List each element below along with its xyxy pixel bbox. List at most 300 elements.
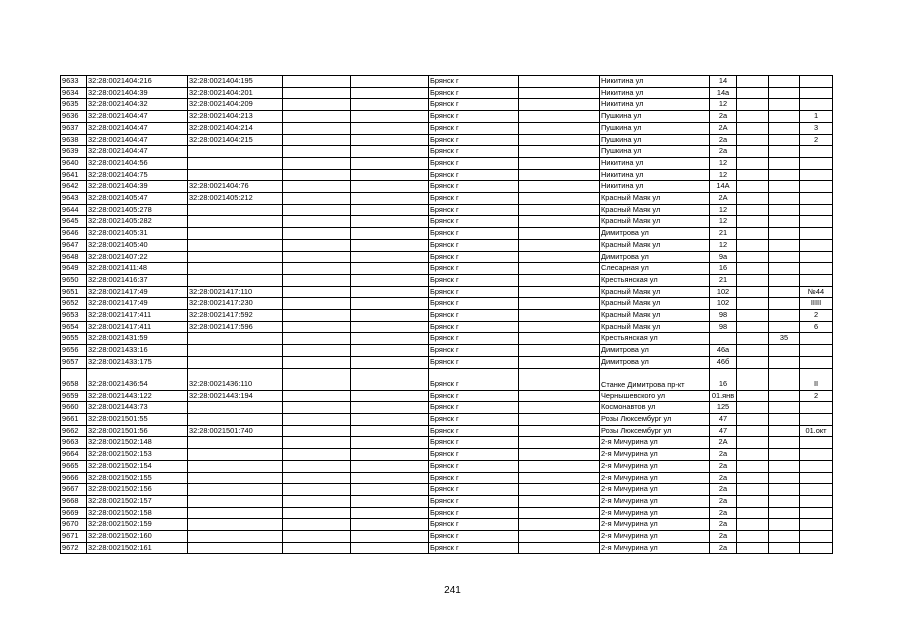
empty-cell bbox=[351, 193, 429, 205]
building-cell bbox=[737, 460, 769, 472]
empty-cell bbox=[283, 333, 351, 345]
street-cell: Димитрова ул bbox=[600, 251, 710, 263]
empty-cell bbox=[519, 122, 600, 134]
apartment-cell bbox=[800, 402, 833, 414]
structure-cell bbox=[769, 76, 800, 88]
row-number-cell: 9635 bbox=[61, 99, 87, 111]
row-number-cell: 9648 bbox=[61, 251, 87, 263]
row-number-cell: 9649 bbox=[61, 263, 87, 275]
street-cell: 2-я Мичурина ул bbox=[600, 472, 710, 484]
table-row bbox=[61, 286, 833, 298]
empty-cell bbox=[283, 402, 351, 414]
street-cell: Никитина ул bbox=[600, 87, 710, 99]
parent-cadastral-number-cell bbox=[188, 531, 283, 543]
building-cell bbox=[737, 531, 769, 543]
building-cell bbox=[737, 437, 769, 449]
empty-cell bbox=[351, 181, 429, 193]
apartment-cell bbox=[800, 193, 833, 205]
apartment-cell bbox=[800, 449, 833, 461]
parent-cadastral-number-cell bbox=[188, 345, 283, 357]
building-cell bbox=[737, 157, 769, 169]
cadastral-number-cell: 32:28:0021405:47 bbox=[87, 193, 188, 205]
cadastral-number-cell: 32:28:0021501:56 bbox=[87, 425, 188, 437]
row-number-cell: 9653 bbox=[61, 310, 87, 322]
table-row bbox=[61, 390, 833, 402]
street-cell: 2-я Мичурина ул bbox=[600, 437, 710, 449]
empty-cell bbox=[351, 146, 429, 158]
table-row bbox=[61, 542, 833, 554]
apartment-cell: IIIII bbox=[800, 298, 833, 310]
building-cell bbox=[737, 87, 769, 99]
structure-cell bbox=[769, 519, 800, 531]
parent-cadastral-number-cell bbox=[188, 472, 283, 484]
city-cell: Брянск г bbox=[429, 345, 519, 357]
row-number-cell: 9645 bbox=[61, 216, 87, 228]
structure-cell bbox=[769, 356, 800, 368]
structure-cell bbox=[769, 111, 800, 123]
row-number-cell: 9644 bbox=[61, 204, 87, 216]
structure-cell bbox=[769, 146, 800, 158]
apartment-cell bbox=[800, 460, 833, 472]
cadastral-number-cell: 32:28:0021405:31 bbox=[87, 228, 188, 240]
row-number-cell: 9634 bbox=[61, 87, 87, 99]
row-number-cell: 9665 bbox=[61, 460, 87, 472]
cadastral-number-cell: 32:28:0021502:157 bbox=[87, 495, 188, 507]
empty-cell bbox=[519, 542, 600, 554]
house-number-cell: 14 bbox=[710, 76, 737, 88]
parent-cadastral-number-cell: 32:28:0021405:212 bbox=[188, 193, 283, 205]
table-row bbox=[61, 449, 833, 461]
empty-cell bbox=[519, 134, 600, 146]
table-row bbox=[61, 228, 833, 240]
cadastral-number-cell: 32:28:0021502:158 bbox=[87, 507, 188, 519]
table-row bbox=[61, 122, 833, 134]
empty-cell bbox=[351, 228, 429, 240]
city-cell: Брянск г bbox=[429, 507, 519, 519]
empty-cell bbox=[283, 345, 351, 357]
apartment-cell: 2 bbox=[800, 390, 833, 402]
row-number-cell: 9668 bbox=[61, 495, 87, 507]
table-row bbox=[61, 274, 833, 286]
empty-cell bbox=[519, 402, 600, 414]
building-cell bbox=[737, 507, 769, 519]
empty-cell bbox=[519, 76, 600, 88]
city-cell: Брянск г bbox=[429, 204, 519, 216]
city-cell: Брянск г bbox=[429, 99, 519, 111]
table-row bbox=[61, 310, 833, 322]
house-number-cell: 2А bbox=[710, 437, 737, 449]
table-row bbox=[61, 76, 833, 88]
house-number-cell: 47 bbox=[710, 413, 737, 425]
structure-cell bbox=[769, 134, 800, 146]
structure-cell bbox=[769, 542, 800, 554]
house-number-cell: 2а bbox=[710, 531, 737, 543]
cadastral-number-cell: 32:28:0021502:154 bbox=[87, 460, 188, 472]
parent-cadastral-number-cell bbox=[188, 146, 283, 158]
apartment-cell bbox=[800, 157, 833, 169]
building-cell bbox=[737, 345, 769, 357]
house-number-cell: 102 bbox=[710, 298, 737, 310]
table-row bbox=[61, 531, 833, 543]
cadastral-number-cell: 32:28:0021443:73 bbox=[87, 402, 188, 414]
city-cell: Брянск г bbox=[429, 449, 519, 461]
structure-cell bbox=[769, 460, 800, 472]
row-number-cell: 9661 bbox=[61, 413, 87, 425]
cadastral-number-cell: 32:28:0021404:39 bbox=[87, 87, 188, 99]
building-cell bbox=[737, 134, 769, 146]
cadastral-number-cell: 32:28:0021502:156 bbox=[87, 484, 188, 496]
apartment-cell: 3 bbox=[800, 122, 833, 134]
apartment-cell: 1 bbox=[800, 111, 833, 123]
street-cell: Чернышевского ул bbox=[600, 390, 710, 402]
structure-cell bbox=[769, 216, 800, 228]
empty-cell bbox=[283, 356, 351, 368]
city-cell: Брянск г bbox=[429, 390, 519, 402]
empty-cell bbox=[519, 216, 600, 228]
parent-cadastral-number-cell: 32:28:0021417:110 bbox=[188, 286, 283, 298]
street-cell: Пушкина ул bbox=[600, 146, 710, 158]
apartment-cell bbox=[800, 484, 833, 496]
city-cell: Брянск г bbox=[429, 286, 519, 298]
house-number-cell: 21 bbox=[710, 228, 737, 240]
house-number-cell: 9а bbox=[710, 251, 737, 263]
empty-cell bbox=[351, 87, 429, 99]
empty-cell bbox=[283, 87, 351, 99]
empty-cell bbox=[351, 321, 429, 333]
apartment-cell bbox=[800, 542, 833, 554]
empty-cell bbox=[519, 228, 600, 240]
empty-cell bbox=[351, 531, 429, 543]
empty-cell bbox=[283, 134, 351, 146]
empty-cell bbox=[519, 460, 600, 472]
apartment-cell bbox=[800, 263, 833, 275]
empty-cell bbox=[351, 368, 429, 390]
row-number-cell: 9636 bbox=[61, 111, 87, 123]
house-number-cell: 2А bbox=[710, 193, 737, 205]
table-row bbox=[61, 134, 833, 146]
table-row bbox=[61, 333, 833, 345]
street-cell: Димитрова ул bbox=[600, 228, 710, 240]
empty-cell bbox=[519, 507, 600, 519]
city-cell: Брянск г bbox=[429, 193, 519, 205]
cadastral-number-cell: 32:28:0021417:411 bbox=[87, 321, 188, 333]
table-row bbox=[61, 216, 833, 228]
house-number-cell: 98 bbox=[710, 310, 737, 322]
street-cell: Никитина ул bbox=[600, 99, 710, 111]
house-number-cell: 12 bbox=[710, 157, 737, 169]
city-cell: Брянск г bbox=[429, 228, 519, 240]
street-cell: Пушкина ул bbox=[600, 134, 710, 146]
street-cell: Красный Маяк ул bbox=[600, 204, 710, 216]
city-cell: Брянск г bbox=[429, 157, 519, 169]
empty-cell bbox=[351, 298, 429, 310]
building-cell bbox=[737, 99, 769, 111]
building-cell bbox=[737, 321, 769, 333]
empty-cell bbox=[283, 519, 351, 531]
parent-cadastral-number-cell bbox=[188, 157, 283, 169]
city-cell: Брянск г bbox=[429, 181, 519, 193]
table-row bbox=[61, 204, 833, 216]
parent-cadastral-number-cell: 32:28:0021417:592 bbox=[188, 310, 283, 322]
empty-cell bbox=[519, 495, 600, 507]
city-cell: Брянск г bbox=[429, 402, 519, 414]
empty-cell bbox=[519, 425, 600, 437]
empty-cell bbox=[351, 122, 429, 134]
empty-cell bbox=[283, 472, 351, 484]
city-cell: Брянск г bbox=[429, 111, 519, 123]
street-cell: Крестьянская ул bbox=[600, 274, 710, 286]
structure-cell bbox=[769, 310, 800, 322]
row-number-cell: 9658 bbox=[61, 368, 87, 390]
city-cell: Брянск г bbox=[429, 542, 519, 554]
building-cell bbox=[737, 368, 769, 390]
street-cell: 2-я Мичурина ул bbox=[600, 542, 710, 554]
apartment-cell bbox=[800, 169, 833, 181]
apartment-cell bbox=[800, 345, 833, 357]
city-cell: Брянск г bbox=[429, 122, 519, 134]
apartment-cell bbox=[800, 356, 833, 368]
empty-cell bbox=[283, 460, 351, 472]
apartment-cell: 01.окт bbox=[800, 425, 833, 437]
street-cell: 2-я Мичурина ул bbox=[600, 507, 710, 519]
building-cell bbox=[737, 122, 769, 134]
empty-cell bbox=[351, 239, 429, 251]
apartment-cell bbox=[800, 333, 833, 345]
apartment-cell bbox=[800, 437, 833, 449]
parent-cadastral-number-cell bbox=[188, 274, 283, 286]
city-cell: Брянск г bbox=[429, 437, 519, 449]
empty-cell bbox=[351, 310, 429, 322]
cadastral-number-cell: 32:28:0021502:161 bbox=[87, 542, 188, 554]
table-row bbox=[61, 263, 833, 275]
table-row bbox=[61, 298, 833, 310]
house-number-cell: 12 bbox=[710, 169, 737, 181]
street-cell: Никитина ул bbox=[600, 76, 710, 88]
house-number-cell: 102 bbox=[710, 286, 737, 298]
parent-cadastral-number-cell bbox=[188, 484, 283, 496]
city-cell: Брянск г bbox=[429, 298, 519, 310]
empty-cell bbox=[351, 472, 429, 484]
empty-cell bbox=[519, 251, 600, 263]
empty-cell bbox=[351, 413, 429, 425]
house-number-cell: 2а bbox=[710, 134, 737, 146]
empty-cell bbox=[519, 368, 600, 390]
house-number-cell: 12 bbox=[710, 99, 737, 111]
row-number-cell: 9659 bbox=[61, 390, 87, 402]
row-number-cell: 9670 bbox=[61, 519, 87, 531]
row-number-cell: 9657 bbox=[61, 356, 87, 368]
cadastral-number-cell: 32:28:0021404:75 bbox=[87, 169, 188, 181]
apartment-cell: №44 bbox=[800, 286, 833, 298]
street-cell: Димитрова ул bbox=[600, 345, 710, 357]
city-cell: Брянск г bbox=[429, 134, 519, 146]
parent-cadastral-number-cell bbox=[188, 239, 283, 251]
cadastral-number-cell: 32:28:0021501:55 bbox=[87, 413, 188, 425]
street-cell: Красный Маяк ул bbox=[600, 310, 710, 322]
empty-cell bbox=[351, 542, 429, 554]
empty-cell bbox=[283, 157, 351, 169]
building-cell bbox=[737, 181, 769, 193]
apartment-cell: 2 bbox=[800, 310, 833, 322]
empty-cell bbox=[283, 76, 351, 88]
house-number-cell: 12 bbox=[710, 204, 737, 216]
house-number-cell: 01.янв bbox=[710, 390, 737, 402]
structure-cell bbox=[769, 274, 800, 286]
structure-cell bbox=[769, 263, 800, 275]
building-cell bbox=[737, 228, 769, 240]
building-cell bbox=[737, 356, 769, 368]
structure-cell bbox=[769, 321, 800, 333]
table-row bbox=[61, 251, 833, 263]
table-row bbox=[61, 507, 833, 519]
cadastral-number-cell: 32:28:0021411:48 bbox=[87, 263, 188, 275]
structure-cell bbox=[769, 425, 800, 437]
structure-cell bbox=[769, 122, 800, 134]
empty-cell bbox=[351, 519, 429, 531]
cadastral-number-cell: 32:28:0021404:47 bbox=[87, 111, 188, 123]
empty-cell bbox=[519, 321, 600, 333]
street-cell: Розы Люксембург ул bbox=[600, 413, 710, 425]
structure-cell bbox=[769, 169, 800, 181]
empty-cell bbox=[519, 204, 600, 216]
cadastral-number-cell: 32:28:0021433:16 bbox=[87, 345, 188, 357]
table-row bbox=[61, 181, 833, 193]
house-number-cell: 2а bbox=[710, 111, 737, 123]
cadastral-number-cell: 32:28:0021417:49 bbox=[87, 298, 188, 310]
empty-cell bbox=[283, 181, 351, 193]
city-cell: Брянск г bbox=[429, 356, 519, 368]
building-cell bbox=[737, 542, 769, 554]
building-cell bbox=[737, 390, 769, 402]
cadastral-number-cell: 32:28:0021436:54 bbox=[87, 368, 188, 390]
row-number-cell: 9643 bbox=[61, 193, 87, 205]
city-cell: Брянск г bbox=[429, 87, 519, 99]
house-number-cell: 2а bbox=[710, 484, 737, 496]
house-number-cell: 12 bbox=[710, 239, 737, 251]
building-cell bbox=[737, 251, 769, 263]
row-number-cell: 9647 bbox=[61, 239, 87, 251]
house-number-cell: 2А bbox=[710, 122, 737, 134]
table-row bbox=[61, 495, 833, 507]
apartment-cell bbox=[800, 146, 833, 158]
empty-cell bbox=[351, 169, 429, 181]
structure-cell bbox=[769, 87, 800, 99]
apartment-cell bbox=[800, 495, 833, 507]
empty-cell bbox=[283, 449, 351, 461]
apartment-cell bbox=[800, 531, 833, 543]
structure-cell bbox=[769, 437, 800, 449]
street-cell: Красный Маяк ул bbox=[600, 321, 710, 333]
house-number-cell: 2а bbox=[710, 472, 737, 484]
city-cell: Брянск г bbox=[429, 413, 519, 425]
table-row bbox=[61, 437, 833, 449]
table-row bbox=[61, 99, 833, 111]
building-cell bbox=[737, 286, 769, 298]
street-cell: Пушкина ул bbox=[600, 122, 710, 134]
apartment-cell: 6 bbox=[800, 321, 833, 333]
empty-cell bbox=[283, 507, 351, 519]
building-cell bbox=[737, 484, 769, 496]
parent-cadastral-number-cell: 32:28:0021404:201 bbox=[188, 87, 283, 99]
street-cell: Пушкина ул bbox=[600, 111, 710, 123]
cadastral-number-cell: 32:28:0021404:32 bbox=[87, 99, 188, 111]
empty-cell bbox=[283, 286, 351, 298]
cadastral-number-cell: 32:28:0021404:47 bbox=[87, 146, 188, 158]
parent-cadastral-number-cell bbox=[188, 542, 283, 554]
row-number-cell: 9646 bbox=[61, 228, 87, 240]
empty-cell bbox=[351, 134, 429, 146]
cadastral-number-cell: 32:28:0021404:216 bbox=[87, 76, 188, 88]
parent-cadastral-number-cell bbox=[188, 437, 283, 449]
row-number-cell: 9641 bbox=[61, 169, 87, 181]
row-number-cell: 9660 bbox=[61, 402, 87, 414]
house-number-cell: 47 bbox=[710, 425, 737, 437]
apartment-cell bbox=[800, 228, 833, 240]
empty-cell bbox=[283, 310, 351, 322]
house-number-cell: 14а bbox=[710, 87, 737, 99]
row-number-cell: 9638 bbox=[61, 134, 87, 146]
empty-cell bbox=[519, 484, 600, 496]
cadastral-number-cell: 32:28:0021407:22 bbox=[87, 251, 188, 263]
empty-cell bbox=[351, 345, 429, 357]
city-cell: Брянск г bbox=[429, 251, 519, 263]
street-cell: Красный Маяк ул bbox=[600, 239, 710, 251]
house-number-cell: 46а bbox=[710, 345, 737, 357]
structure-cell bbox=[769, 413, 800, 425]
apartment-cell: II bbox=[800, 368, 833, 390]
street-cell: Розы Люксембург ул bbox=[600, 425, 710, 437]
structure-cell bbox=[769, 181, 800, 193]
table-row bbox=[61, 169, 833, 181]
parent-cadastral-number-cell bbox=[188, 228, 283, 240]
empty-cell bbox=[519, 298, 600, 310]
house-number-cell: 16 bbox=[710, 263, 737, 275]
empty-cell bbox=[519, 519, 600, 531]
street-cell: 2-я Мичурина ул bbox=[600, 449, 710, 461]
building-cell bbox=[737, 298, 769, 310]
row-number-cell: 9672 bbox=[61, 542, 87, 554]
cadastral-number-cell: 32:28:0021431:59 bbox=[87, 333, 188, 345]
cadastral-number-cell: 32:28:0021404:47 bbox=[87, 134, 188, 146]
apartment-cell bbox=[800, 413, 833, 425]
row-number-cell: 9654 bbox=[61, 321, 87, 333]
city-cell: Брянск г bbox=[429, 333, 519, 345]
city-cell: Брянск г bbox=[429, 531, 519, 543]
parent-cadastral-number-cell: 32:28:0021404:209 bbox=[188, 99, 283, 111]
building-cell bbox=[737, 519, 769, 531]
cadastral-number-cell: 32:28:0021405:282 bbox=[87, 216, 188, 228]
table-row bbox=[61, 368, 833, 390]
empty-cell bbox=[283, 146, 351, 158]
street-cell: 2-я Мичурина ул bbox=[600, 495, 710, 507]
city-cell: Брянск г bbox=[429, 484, 519, 496]
empty-cell bbox=[519, 356, 600, 368]
city-cell: Брянск г bbox=[429, 425, 519, 437]
structure-cell bbox=[769, 228, 800, 240]
apartment-cell bbox=[800, 519, 833, 531]
empty-cell bbox=[519, 193, 600, 205]
empty-cell bbox=[283, 111, 351, 123]
cadastral-number-cell: 32:28:0021405:40 bbox=[87, 239, 188, 251]
apartment-cell bbox=[800, 216, 833, 228]
apartment-cell bbox=[800, 239, 833, 251]
street-cell: 2-я Мичурина ул bbox=[600, 519, 710, 531]
structure-cell bbox=[769, 507, 800, 519]
empty-cell bbox=[519, 263, 600, 275]
empty-cell bbox=[519, 531, 600, 543]
house-number-cell: 98 bbox=[710, 321, 737, 333]
empty-cell bbox=[283, 251, 351, 263]
